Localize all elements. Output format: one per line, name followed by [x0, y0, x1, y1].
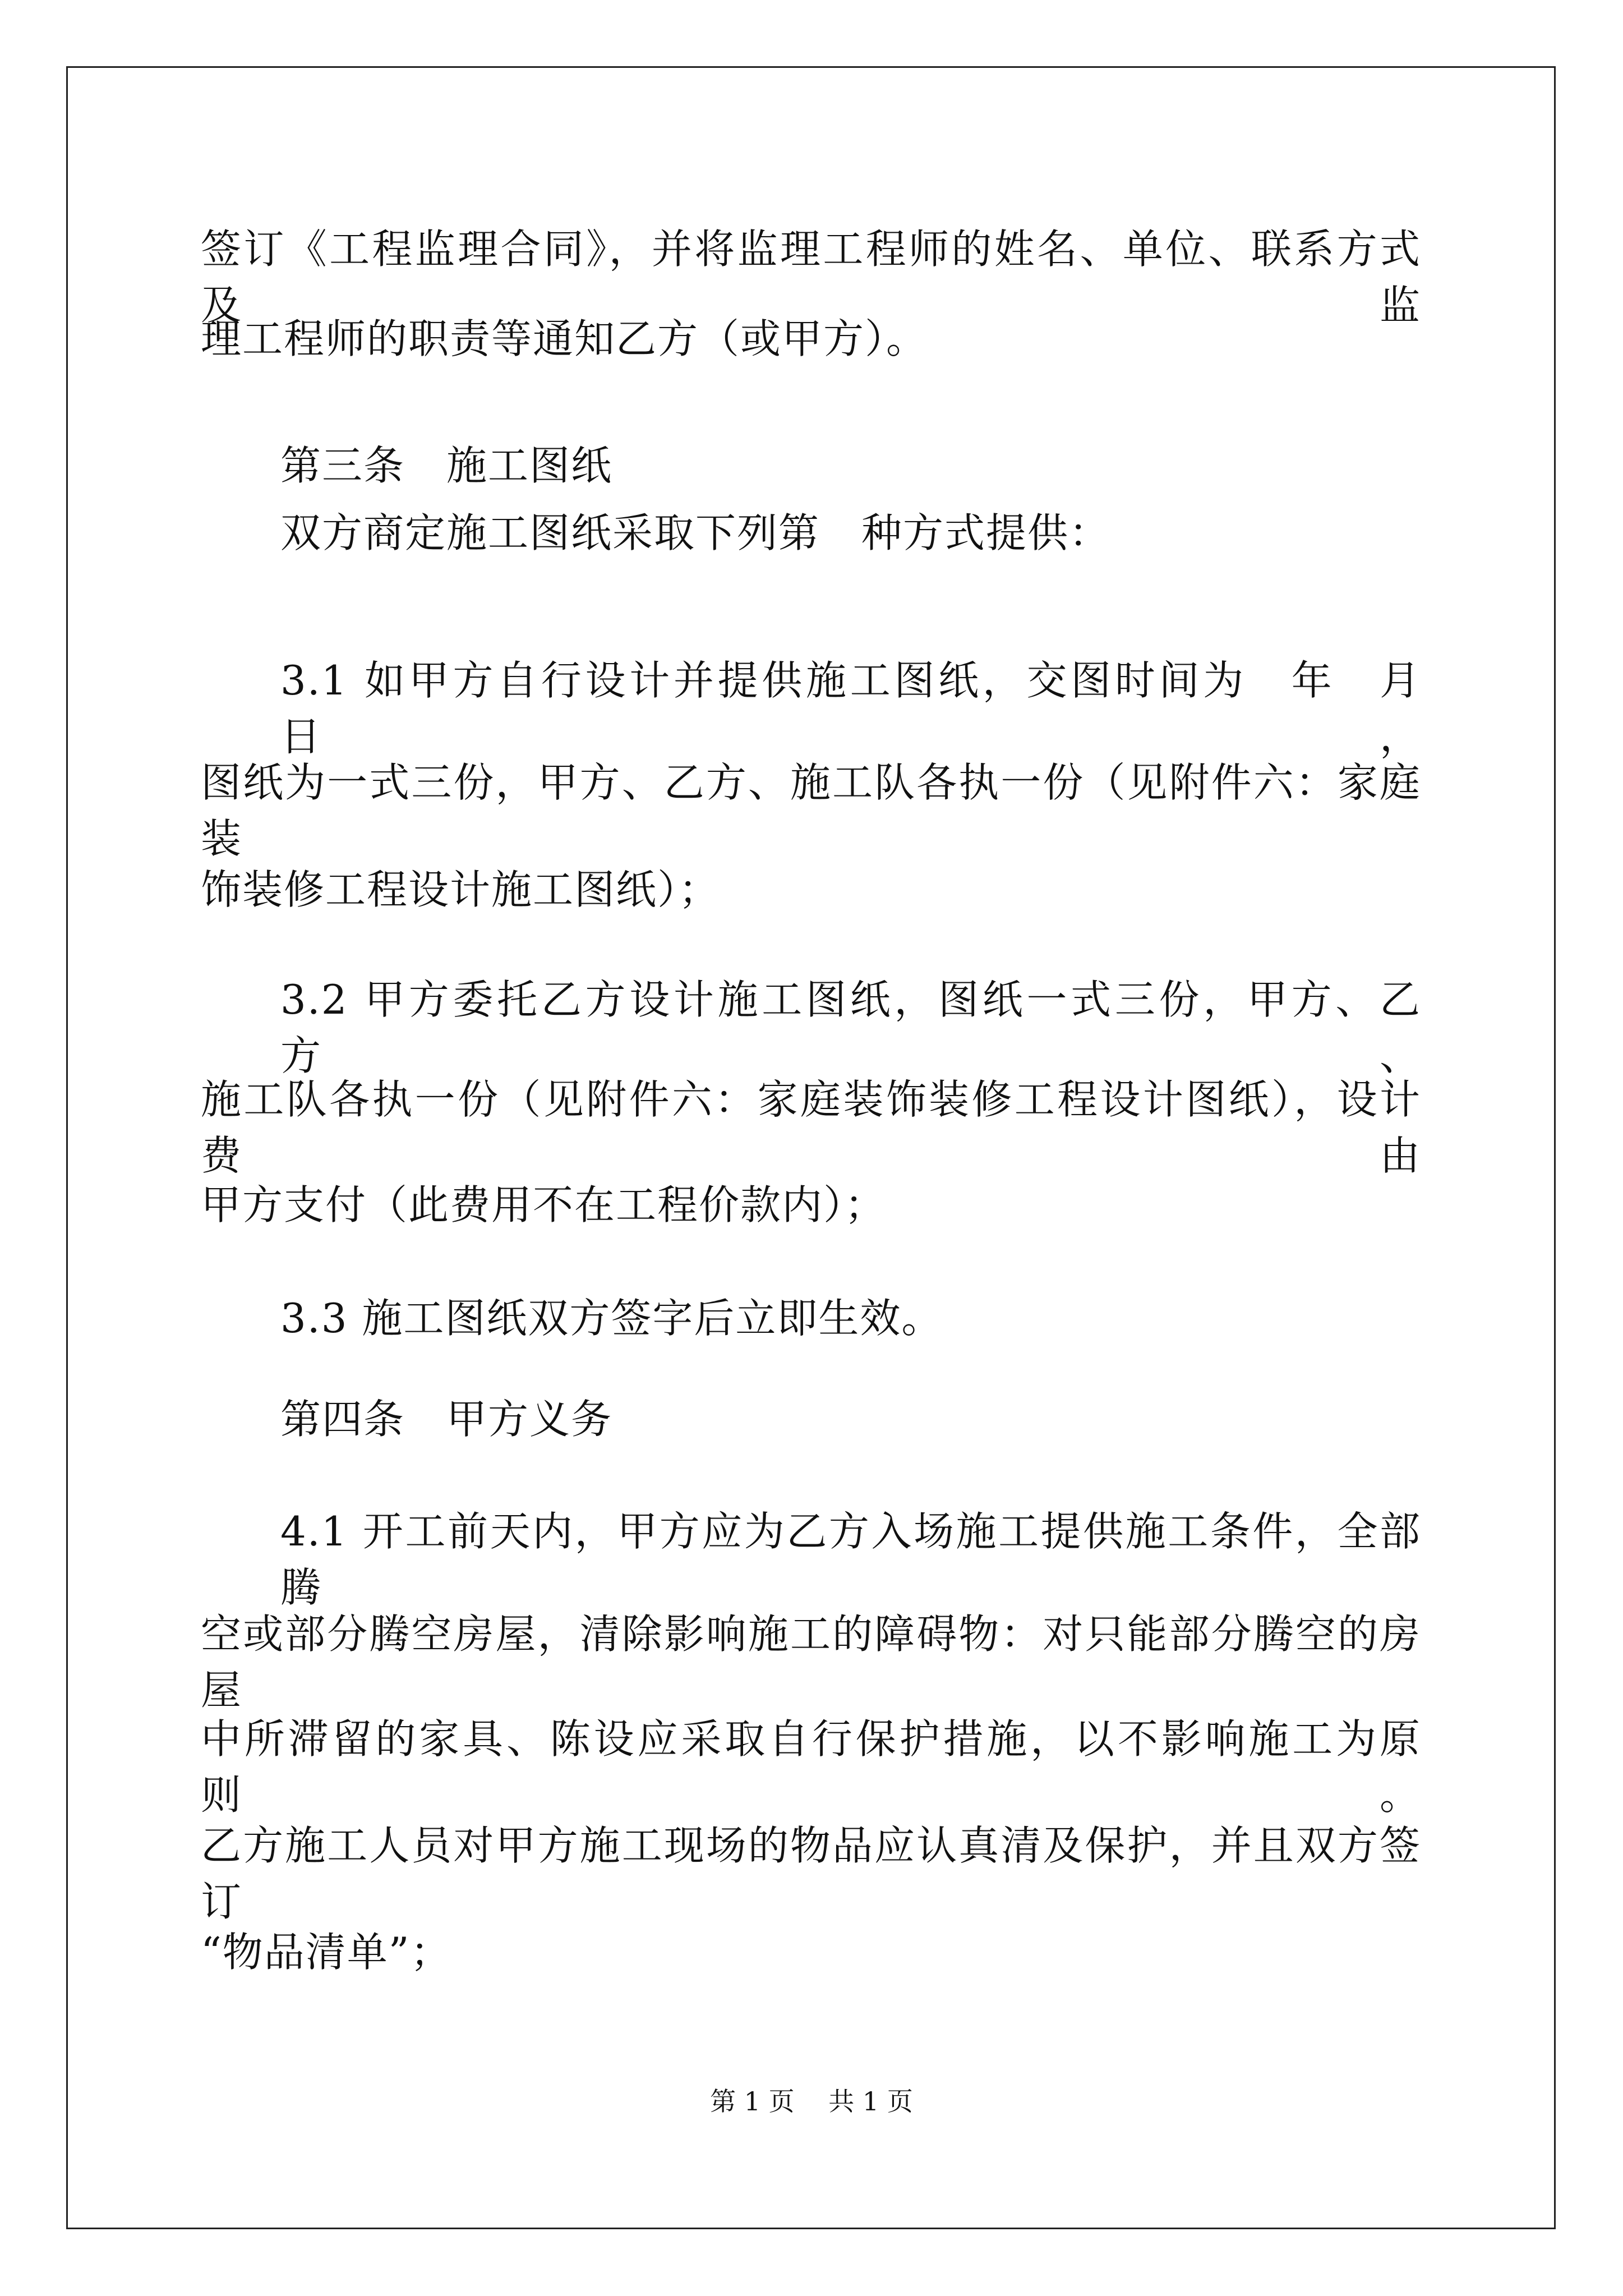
body-line: 甲方支付（此费用不在工程价款内）； [201, 1181, 887, 1228]
body-line: 3.1 如甲方自行设计并提供施工图纸，交图时间为 年 月 日， [280, 657, 1463, 760]
body-line: 3.2 甲方委托乙方设计施工图纸，图纸一式三份，甲方、乙方、 [280, 976, 1421, 1079]
body-line: 签订《工程监理合同》，并将监理工程师的姓名、单位、联系方式及监 [201, 226, 1421, 329]
body-line: “物品清单”； [201, 1929, 452, 1976]
body-line: 施工队各执一份（见附件六：家庭装饰装修工程设计图纸），设计费由 [201, 1076, 1421, 1179]
body-line: 空或部分腾空房屋，清除影响施工的障碍物：对只能部分腾空的房屋 [201, 1611, 1421, 1714]
body-line: 理工程师的职责等通知乙方（或甲方）。 [201, 315, 928, 362]
section-heading: 第三条 施工图纸 [280, 442, 613, 489]
body-line: 乙方施工人员对甲方施工现场的物品应认真清及保护，并且双方签订 [201, 1822, 1421, 1925]
page-footer: 第 1 页 共 1 页 [710, 2086, 913, 2116]
body-line: 双方商定施工图纸采取下列第 种方式提供： [280, 509, 1111, 556]
body-line: 4.1 开工前天内，甲方应为乙方入场施工提供施工条件，全部腾 [280, 1508, 1421, 1611]
body-line: 图纸为一式三份，甲方、乙方、施工队各执一份（见附件六：家庭装 [201, 759, 1421, 862]
body-line: 中所滞留的家具、陈设应采取自行保护措施，以不影响施工为原则。 [201, 1715, 1421, 1819]
section-heading: 第四条 甲方义务 [280, 1396, 613, 1443]
body-line: 饰装修工程设计施工图纸）； [201, 866, 721, 913]
body-line: 3.3 施工图纸双方签字后立即生效。 [280, 1295, 943, 1342]
